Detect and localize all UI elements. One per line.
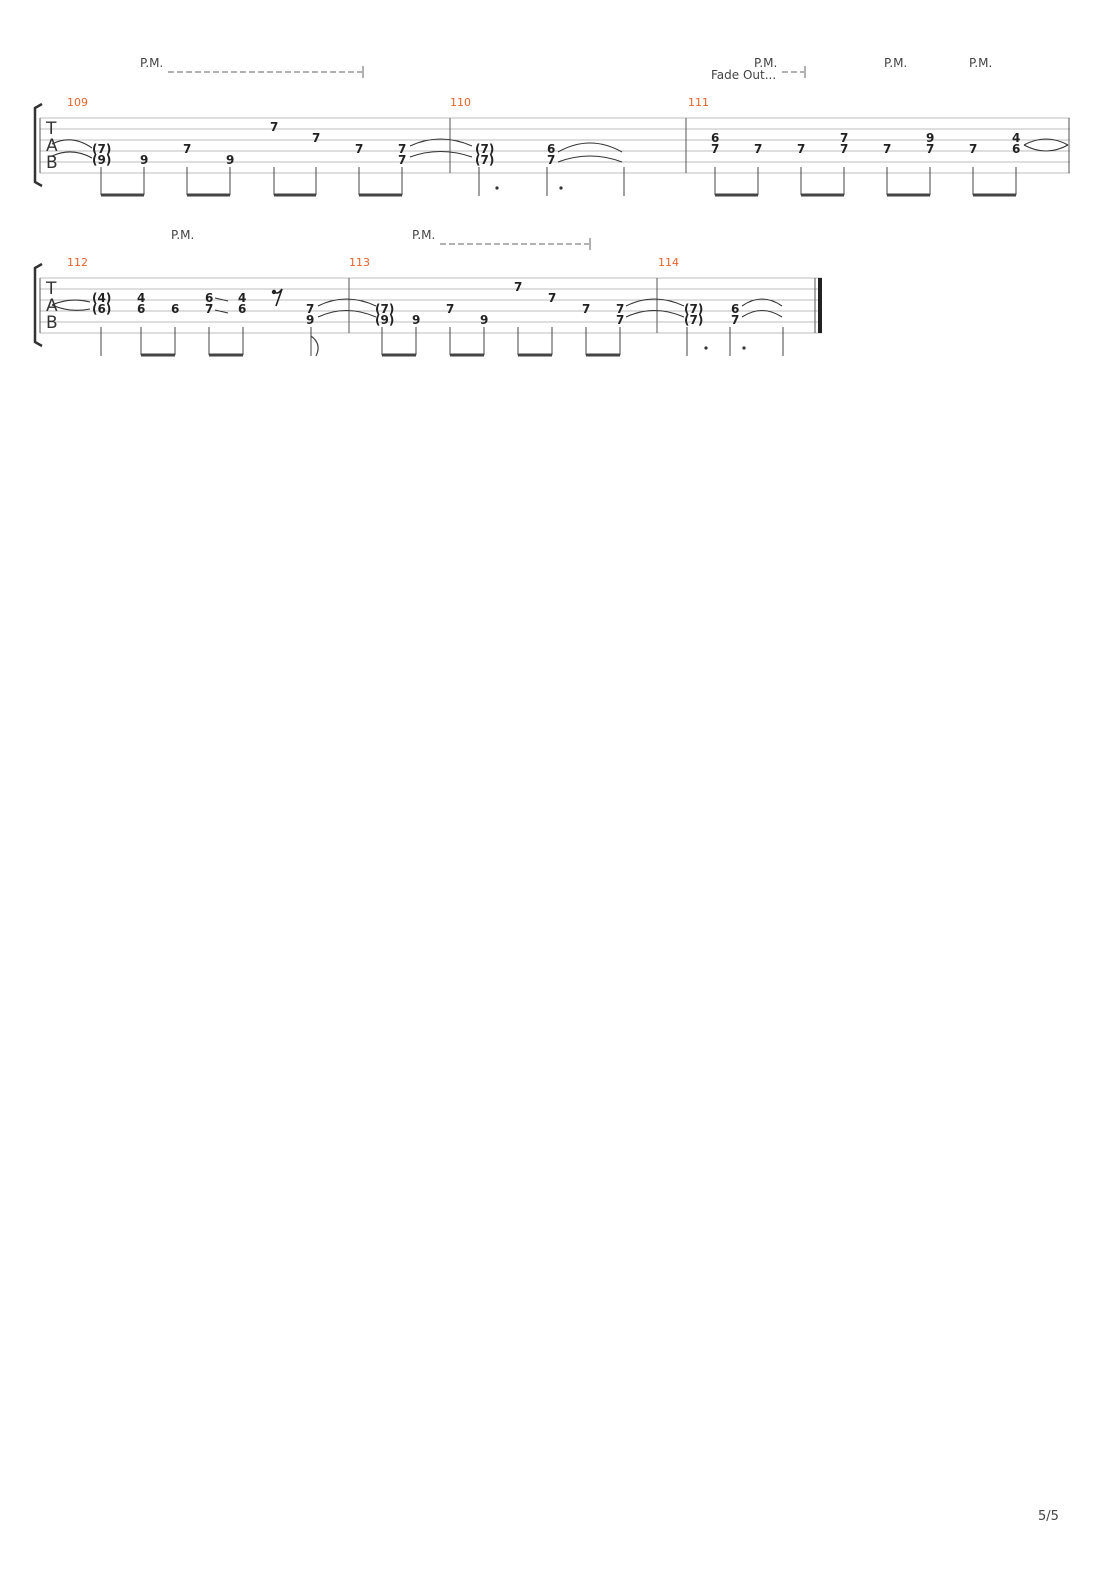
palm-mute-label: P.M.	[171, 228, 195, 242]
svg-text:(6): (6)	[92, 302, 112, 316]
svg-text:9: 9	[306, 313, 315, 327]
svg-text:(9): (9)	[92, 153, 112, 167]
svg-text:4: 4	[238, 291, 247, 305]
dot	[495, 186, 498, 189]
measure-number: 112	[67, 256, 88, 269]
svg-text:(7): (7)	[684, 313, 704, 327]
svg-text:(7): (7)	[375, 302, 395, 316]
svg-text:9: 9	[926, 131, 935, 145]
svg-text:7: 7	[312, 131, 321, 145]
svg-text:6: 6	[1012, 142, 1021, 156]
dot	[704, 346, 707, 349]
rhythm-stems	[101, 167, 1016, 196]
svg-text:6: 6	[137, 302, 146, 316]
svg-text:(7): (7)	[684, 302, 704, 316]
svg-text:7: 7	[183, 142, 192, 156]
svg-text:6: 6	[171, 302, 180, 316]
fade-out-label: Fade Out...	[711, 68, 777, 82]
svg-text:9: 9	[226, 153, 235, 167]
clef-letter-b: B	[46, 313, 58, 333]
dot	[742, 346, 745, 349]
palm-mute-label: P.M.	[969, 56, 993, 70]
measure-number: 109	[67, 96, 88, 109]
svg-text:7: 7	[547, 153, 556, 167]
svg-text:6: 6	[238, 302, 247, 316]
svg-text:7: 7	[926, 142, 935, 156]
tab-notes	[92, 120, 1020, 167]
svg-text:7: 7	[355, 142, 364, 156]
svg-text:7: 7	[548, 291, 557, 305]
svg-text:6: 6	[547, 142, 556, 156]
svg-text:4: 4	[137, 291, 146, 305]
svg-text:6: 6	[711, 131, 720, 145]
svg-text:6: 6	[205, 291, 214, 305]
svg-text:7: 7	[883, 142, 892, 156]
measure-number: 114	[658, 256, 679, 269]
system-1	[35, 56, 1070, 196]
svg-text:7: 7	[616, 302, 625, 316]
svg-text:9: 9	[480, 313, 489, 327]
rhythm-stems	[101, 327, 783, 356]
svg-text:(4): (4)	[92, 291, 112, 305]
measure-number: 113	[349, 256, 370, 269]
clef-letter-t: T	[46, 119, 57, 139]
palm-mute-label: P.M.	[754, 56, 778, 70]
svg-text:7: 7	[616, 313, 625, 327]
final-barline	[818, 278, 822, 333]
system-bracket	[35, 264, 42, 346]
svg-text:(7): (7)	[475, 142, 495, 156]
svg-text:9: 9	[140, 153, 149, 167]
svg-text:4: 4	[1012, 131, 1021, 145]
palm-mute-label: P.M.	[412, 228, 436, 242]
palm-mute-label: P.M.	[884, 56, 908, 70]
svg-text:7: 7	[969, 142, 978, 156]
eighth-flag	[311, 336, 318, 356]
svg-text:(7): (7)	[475, 153, 495, 167]
svg-text:7: 7	[398, 142, 407, 156]
svg-text:7: 7	[797, 142, 806, 156]
measure-number: 111	[688, 96, 709, 109]
system-bracket	[35, 104, 42, 186]
measure-number: 110	[450, 96, 471, 109]
clef-letter-t: T	[46, 279, 57, 299]
svg-text:7: 7	[731, 313, 740, 327]
svg-text:(7): (7)	[92, 142, 112, 156]
eighth-rest	[272, 289, 282, 306]
dot	[559, 186, 562, 189]
svg-text:7: 7	[840, 142, 849, 156]
clef-letter-b: B	[46, 153, 58, 173]
clef-letter-a: A	[46, 136, 58, 156]
svg-text:7: 7	[306, 302, 315, 316]
svg-text:7: 7	[840, 131, 849, 145]
tab-notes	[92, 280, 739, 327]
page-number: 5/5	[1038, 1509, 1059, 1524]
svg-text:9: 9	[412, 313, 421, 327]
svg-text:7: 7	[446, 302, 455, 316]
svg-text:7: 7	[205, 302, 214, 316]
svg-text:7: 7	[514, 280, 523, 294]
system-2	[35, 228, 822, 356]
clef-letter-a: A	[46, 296, 58, 316]
palm-mute-label: P.M.	[140, 56, 164, 70]
svg-text:7: 7	[711, 142, 720, 156]
svg-text:6: 6	[731, 302, 740, 316]
svg-text:7: 7	[398, 153, 407, 167]
svg-text:7: 7	[582, 302, 591, 316]
svg-text:7: 7	[754, 142, 763, 156]
svg-text:7: 7	[270, 120, 279, 134]
staff-lines	[40, 278, 822, 333]
svg-text:(9): (9)	[375, 313, 395, 327]
